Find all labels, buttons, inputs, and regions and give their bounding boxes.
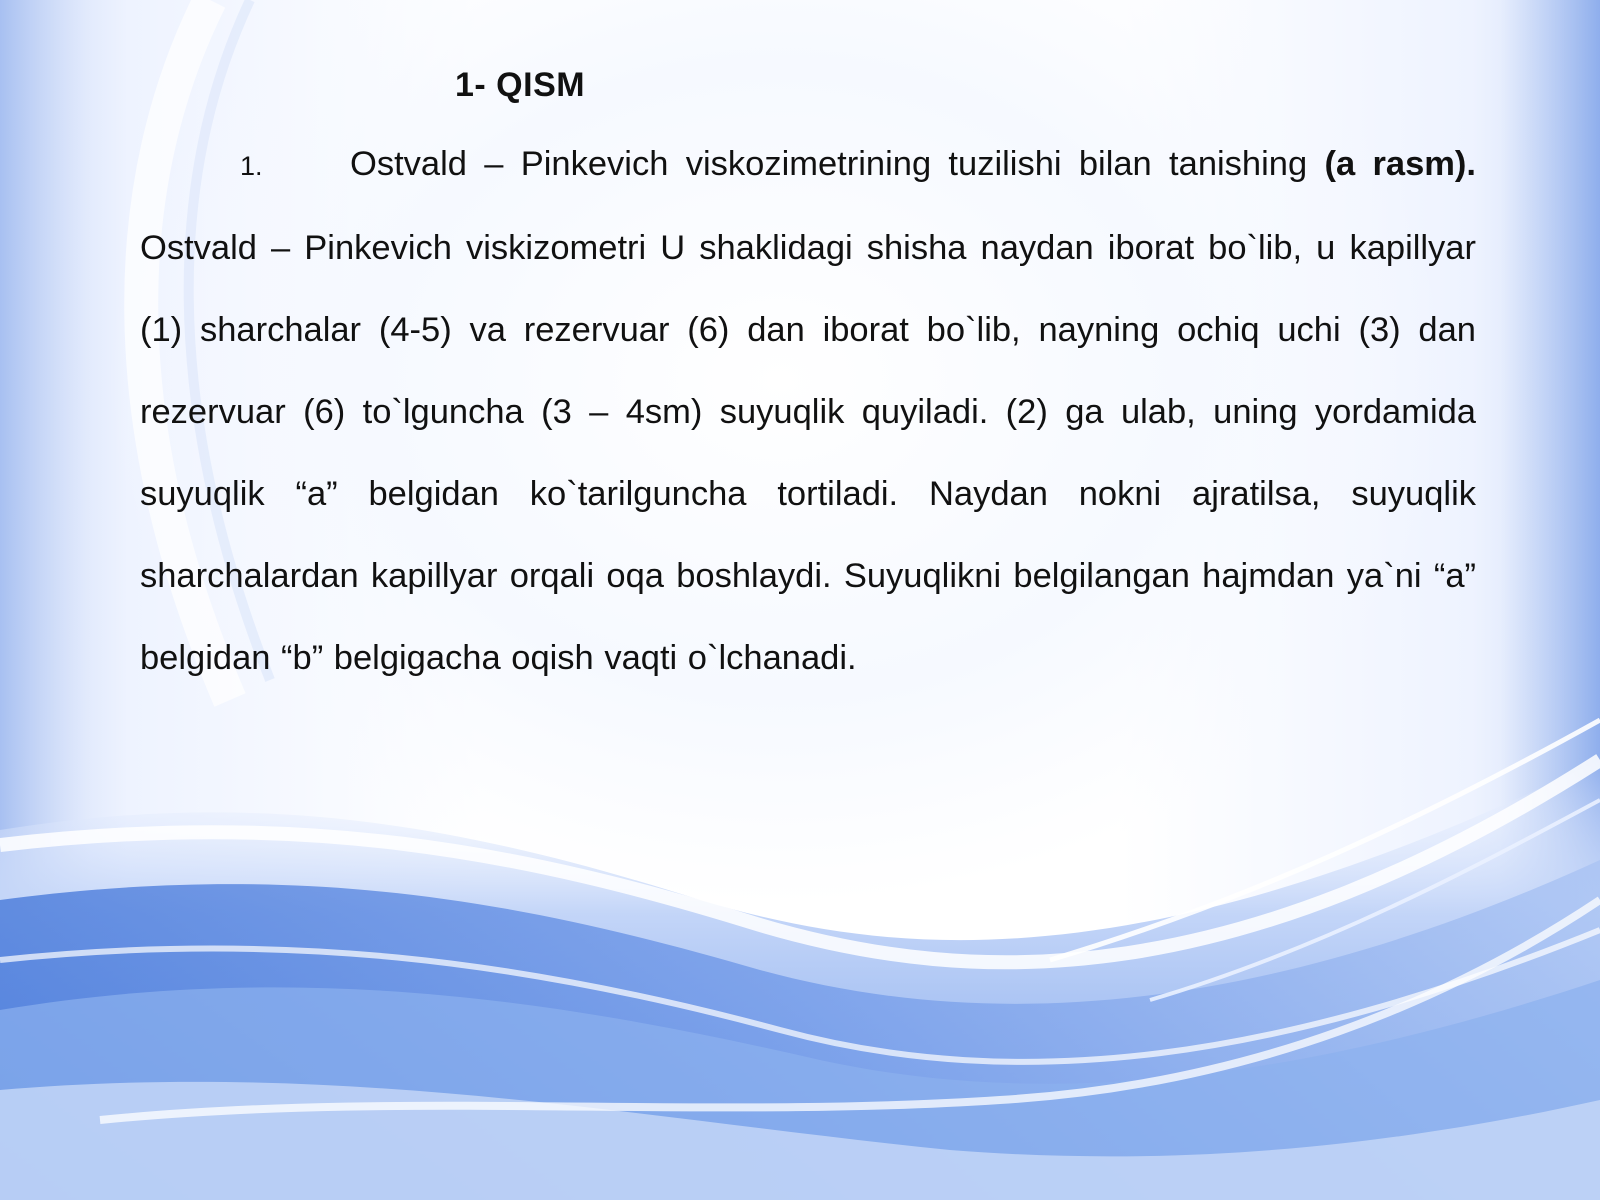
list-number: 1. (240, 151, 263, 181)
paragraph-lead: Ostvald – Pinkevich viskozimetrining tuzilishi bilan tanishing (350, 145, 1325, 183)
slide-title: 1- QISM (455, 66, 586, 104)
slide-content (140, 55, 1476, 699)
paragraph-lead-bold: (a rasm). (1324, 145, 1477, 183)
paragraph (140, 123, 1476, 699)
paragraph-body: Ostvald – Pinkevich viskizometri U shaklidagi shisha naydan iborat bo`lib, u kapillyar (1) sharchalar (4-5) va rezervuar (6) dan iborat bo`lib, nayning ochiq uchi (3) dan rezervuar (6) to`lguncha (3 – 4sm) suyuqlik quyiladi. (2) ga ulab, uning yordamida suyuqlik “a” belgidan ko`tarilguncha tortiladi. Naydan nokni ajratilsa, suyuqlik sharchalardan kapillyar orqali oqa boshlaydi. Suyuqlikni belgilangan hajmdan ya`ni “a” belgidan “b” belgigacha oqish vaqti o`lchanadi. (140, 229, 1476, 677)
